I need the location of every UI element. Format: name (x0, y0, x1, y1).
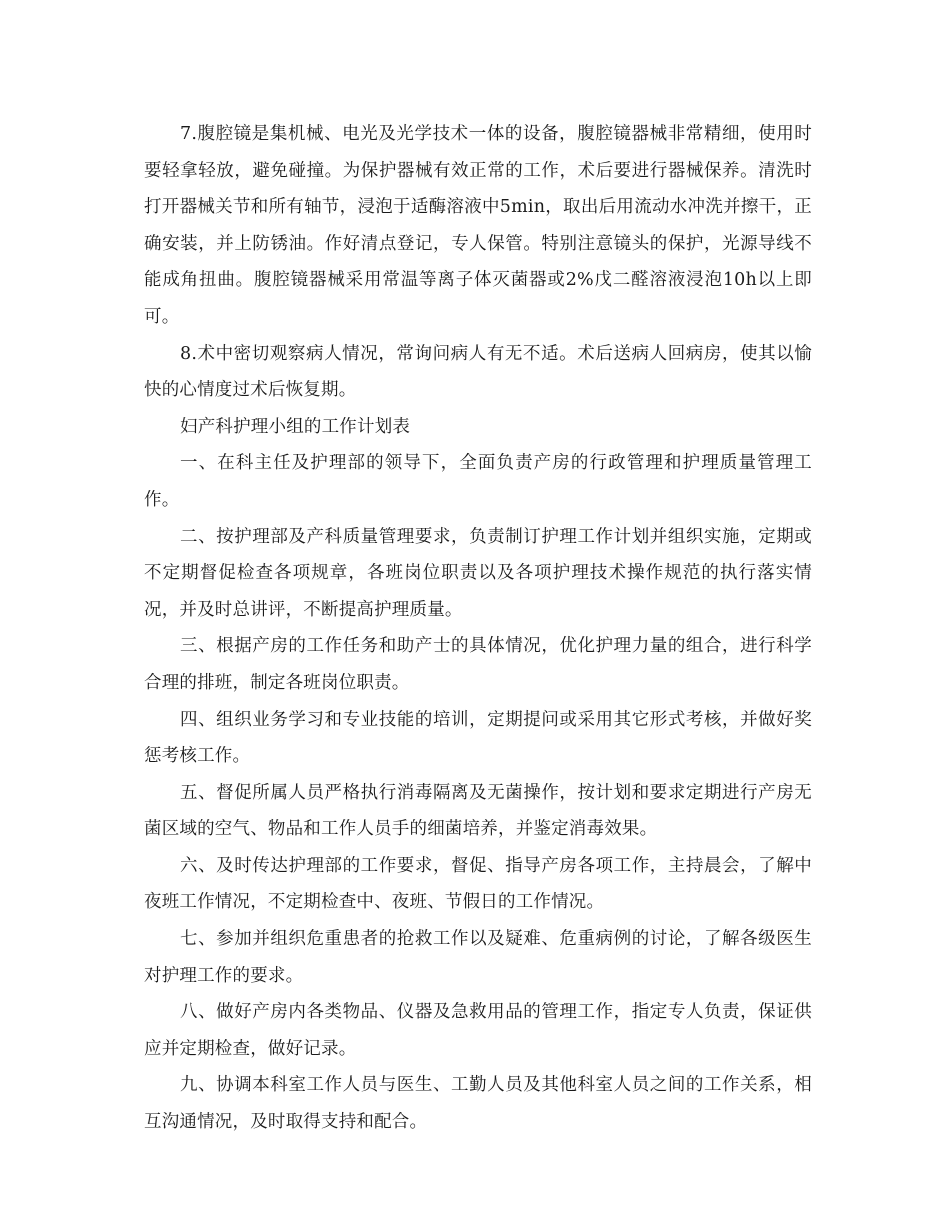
plan-item-7: 七、参加并组织危重患者的抢救工作以及疑难、危重病例的讨论，了解各级医生对护理工作的要求。 (144, 929, 812, 986)
plan-item-2: 二、按护理部及产科质量管理要求，负责制订护理工作计划并组织实施，定期或不定期督促检查各项规章，各班岗位职责以及各项护理技术操作规范的执行落实情况，并及时总讲评，不断提高护理质量。 (144, 526, 812, 620)
plan-item-8: 八、做好产房内各类物品、仪器及急救用品的管理工作，指定专人负责，保证供应并定期检查，做好记录。 (144, 1002, 812, 1059)
plan-item-1: 一、在科主任及护理部的领导下，全面负责产房的行政管理和护理质量管理工作。 (144, 453, 812, 510)
plan-item-3: 三、根据产房的工作任务和助产士的具体情况，优化护理力量的组合，进行科学合理的排班，制定各班岗位职责。 (144, 636, 812, 693)
plan-item-9: 九、协调本科室工作人员与医生、工勤人员及其他科室人员之间的工作关系，相互沟通情况，及时取得支持和配合。 (144, 1075, 812, 1133)
plan-item-4: 四、组织业务学习和专业技能的培训，定期提问或采用其它形式考核，并做好奖惩考核工作。 (144, 709, 812, 767)
document-body (144, 116, 812, 1141)
plan-item-6: 六、及时传达护理部的工作要求，督促、指导产房各项工作，主持晨会，了解中夜班工作情况，不定期检查中、夜班、节假日的工作情况。 (144, 855, 812, 913)
paragraph-laparoscope-care: 7.腹腔镜是集机械、电光及光学技术一体的设备，腹腔镜器械非常精细，使用时要轻拿轻放，避免碰撞。为保护器械有效正常的工作，术后要进行器械保养。清洗时打开器械关节和所有轴节，浸泡于适酶溶液中5min，取出后用流动水冲洗并擦干，正确安装，并上防锈油。作好清点登记，专人保管。特别注意镜头的保护，光源导线不能成角扭曲。腹腔镜器械采用常温等离子体灭菌器或2%戊二醛溶液浸泡10h以上即可。 (144, 124, 812, 327)
plan-item-5: 五、督促所属人员严格执行消毒隔离及无菌操作，按计划和要求定期进行产房无菌区域的空气、物品和工作人员手的细菌培养，并鉴定消毒效果。 (144, 782, 812, 840)
section-title: 妇产科护理小组的工作计划表 (180, 416, 411, 437)
paragraph-intraop-observation: 8.术中密切观察病人情况，常询问病人有无不适。术后送病人回病房，使其以愉快的心情度过术后恢复期。 (144, 343, 812, 401)
